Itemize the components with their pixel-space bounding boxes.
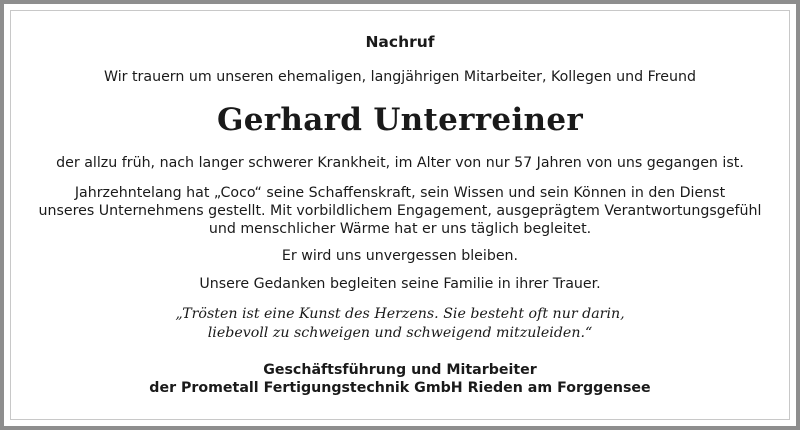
tribute-paragraph (4, 184, 796, 238)
notice-heading: Nachruf (365, 33, 435, 51)
tribute-line: unseres Unternehmens gestellt. Mit vorbildlichem Engagement, ausgeprägtem Verantwortungsgefühl (38, 203, 762, 219)
signature-line: der Prometall Fertigungstechnik GmbH Rieden am Forggensee (149, 380, 651, 396)
intro-text: Wir trauern um unseren ehemaligen, langjährigen Mitarbeiter, Kollegen und Freund (103, 69, 697, 85)
quote-line: liebevoll zu schweigen und schweigend mitzuleiden.“ (207, 325, 593, 341)
remembrance-text: Er wird uns unvergessen bleiben. (281, 248, 519, 264)
tribute-line: und menschlicher Wärme hat er uns täglich begleitet. (208, 221, 592, 237)
quote-line: „Trösten ist eine Kunst des Herzens. Sie besteht oft nur darin, (175, 306, 625, 322)
passing-text: der allzu früh, nach langer schwerer Krankheit, im Alter von nur 57 Jahren von uns gegangen ist. (56, 155, 744, 171)
condolence-text: Unsere Gedanken begleiten seine Familie in ihrer Trauer. (199, 276, 601, 292)
quote-block (4, 305, 796, 343)
signature-line: Geschäftsführung und Mitarbeiter (263, 362, 537, 378)
deceased-name: Gerhard Unterreiner (216, 102, 584, 138)
tribute-line: Jahrzehntelang hat „Coco“ seine Schaffenskraft, sein Wissen und sein Können in den Dienst (74, 185, 726, 201)
signature-block (4, 361, 796, 397)
